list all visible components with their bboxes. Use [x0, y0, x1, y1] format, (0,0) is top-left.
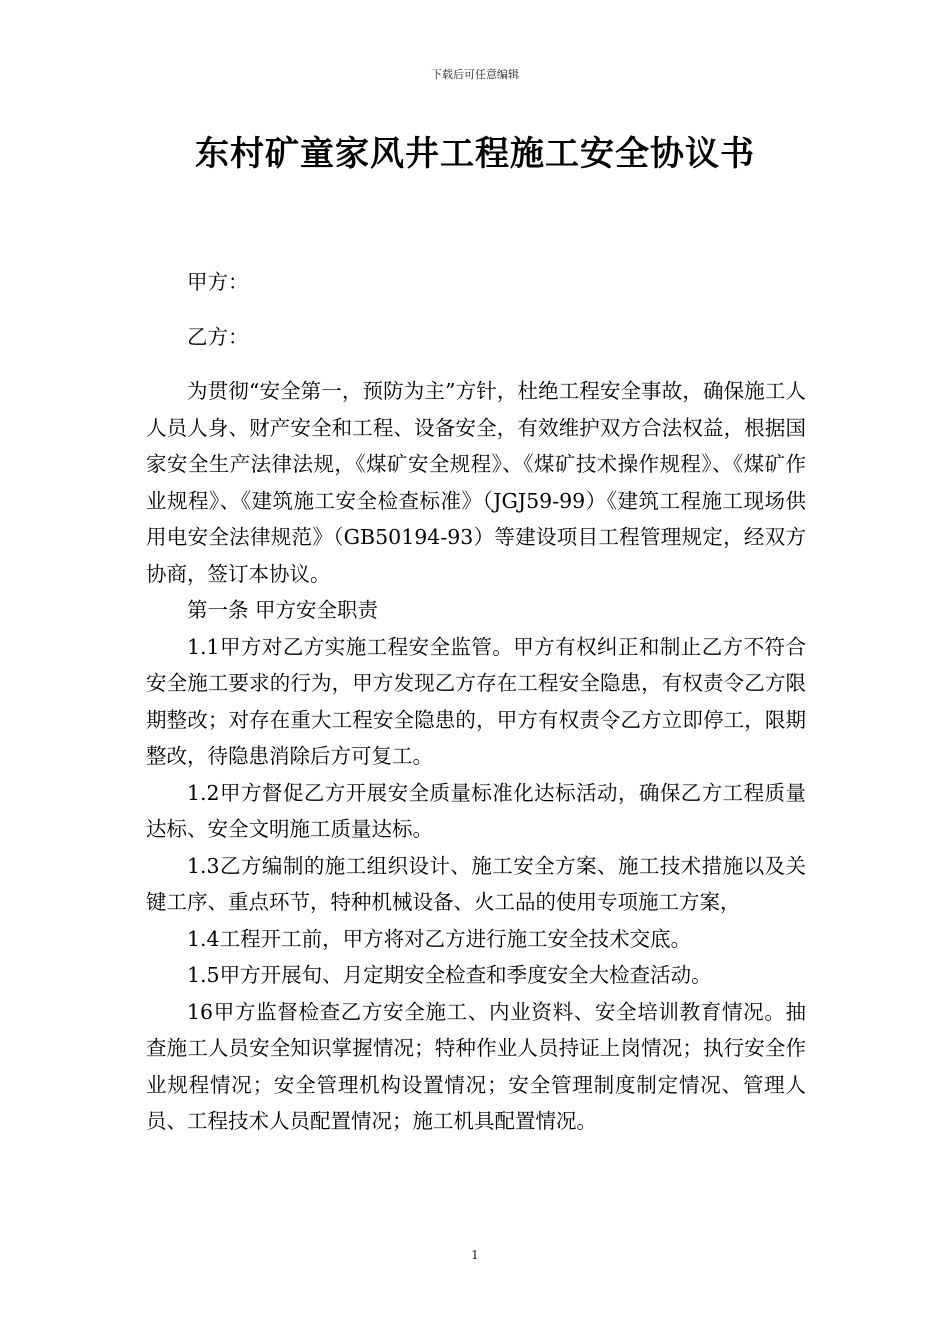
- header-note: 下载后可任意编辑: [431, 68, 519, 81]
- clause-1-1: 1.1甲方对乙方实施工程安全监管。甲方有权纠正和制止乙方不符合安全施工要求的行为，甲方发现乙方存在工程安全隐患，有权责令乙方限期整改；对存在重大工程安全隐患的，甲方有权责令乙方立即停工，限期整改，待隐患消除后方可复工。: [146, 634, 806, 768]
- document-body: [146, 264, 806, 1140]
- clause-1-6: 16甲方监督检查乙方安全施工、内业资料、安全培训教育情况。抽查施工人员安全知识掌握情况；特种作业人员持证上岗情况；执行安全作业规程情况；安全管理机构设置情况；安全管理制度制定情况、管理人员、工程技术人员配置情况；施工机具配置情况。: [146, 999, 806, 1133]
- party-a-line: 甲方：: [187, 270, 249, 294]
- page-number: 1: [471, 1248, 479, 1262]
- party-b-line: 乙方：: [187, 324, 249, 349]
- preamble-paragraph: 为贯彻“安全第一，预防为主”方针，杜绝工程安全事故，确保施工人人员人身、财产安全和工程、设备安全，有效维护双方合法权益，根据国家安全生产法律法规，《煤矿安全规程》、《煤矿技术操作规程》、《煤矿作业规程》、《建筑施工安全检查标准》（JGJ59-99）《建筑工程施工现场供用电安全法律规范》（GB50194-93）等建设项目工程管理规定，经双方协商，签订本协议。: [146, 379, 806, 586]
- clause-1-2: 1.2甲方督促乙方开展安全质量标准化达标活动，确保乙方工程质量达标、安全文明施工质量达标。: [146, 780, 806, 841]
- clause-1-4: 1.4工程开工前，甲方将对乙方进行施工安全技术交底。: [187, 926, 692, 951]
- document-title: 东村矿童家风井工程施工安全协议书: [195, 134, 755, 174]
- clause-1-5: 1.5甲方开展旬、月定期安全检查和季度安全大检查活动。: [187, 963, 712, 987]
- article-1-heading: 第一条 甲方安全职责: [187, 598, 379, 622]
- clause-1-3: 1.3乙方编制的施工组织设计、施工安全方案、施工技术措施以及关键工序、重点环节，特种机械设备、火工品的使用专项施工方案，: [146, 853, 806, 914]
